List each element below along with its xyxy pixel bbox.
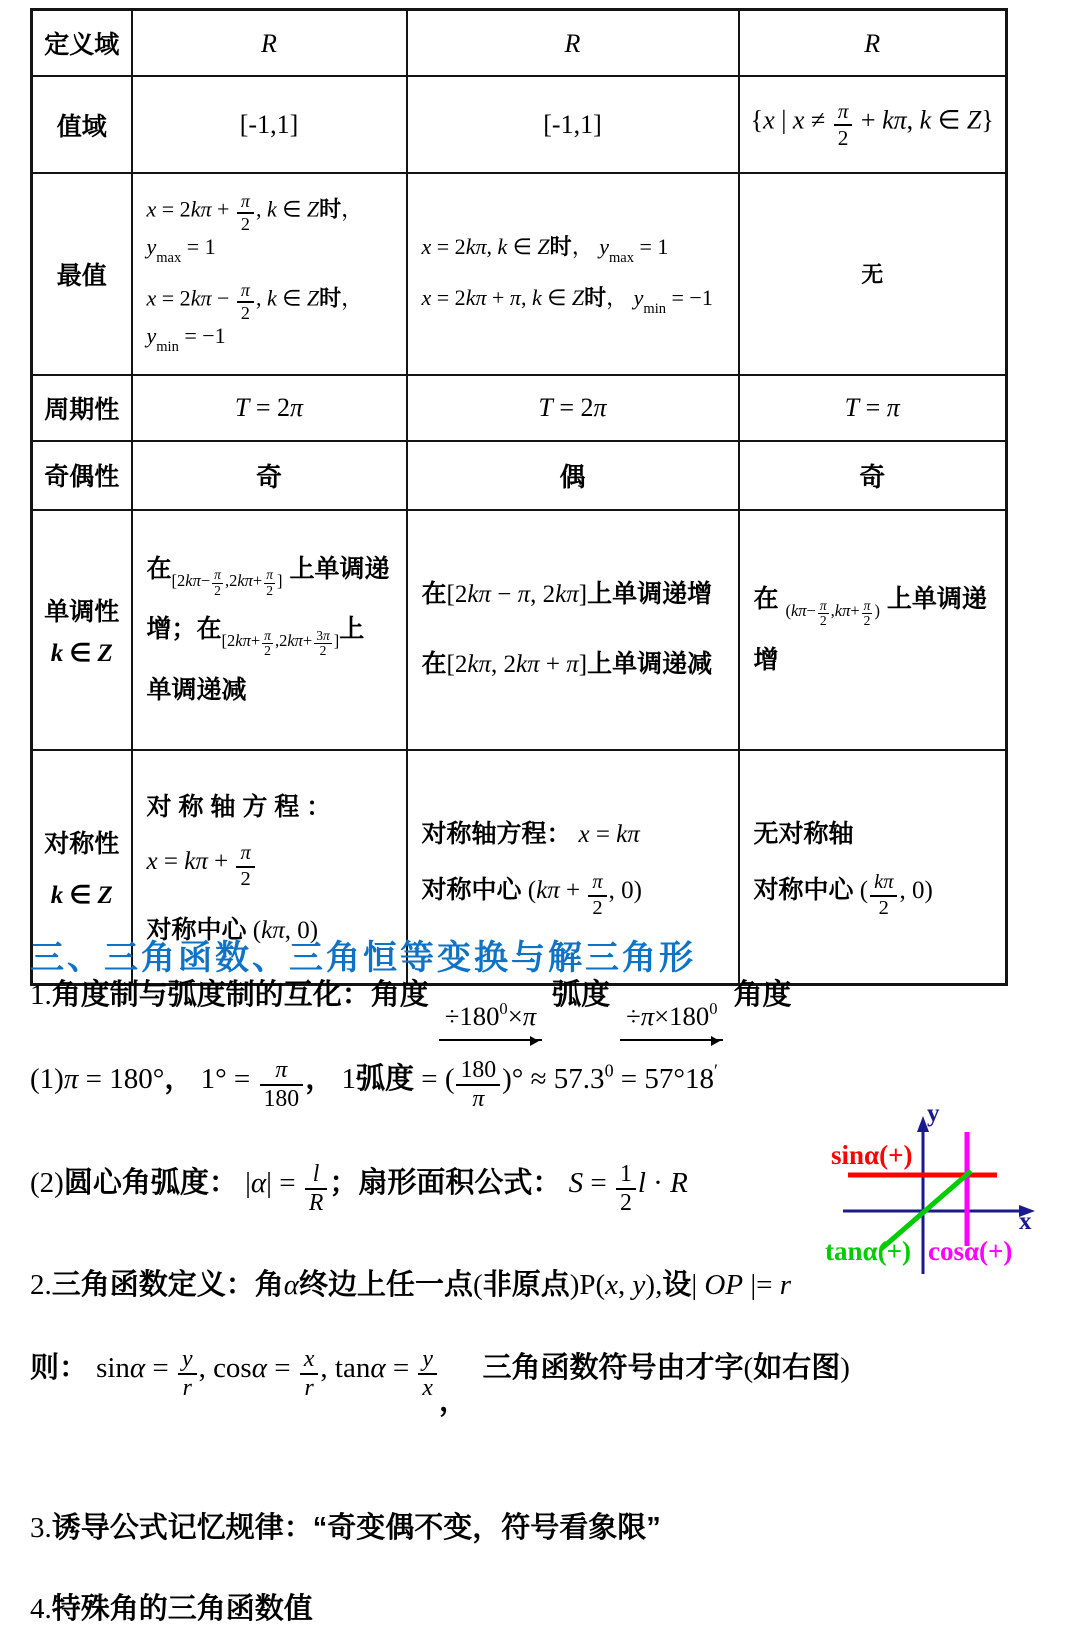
trig-definition-line: 2.三角函数定义：角α终边上任一点(非原点)P(x, y),设| OP |= r (30, 1269, 792, 1301)
fraction: $\frac{\pi}{2}$ (237, 281, 254, 323)
table-row (32, 76, 1007, 173)
table-cell (407, 10, 739, 77)
cell-line: [-1,1] (543, 110, 602, 139)
row-label-cell (32, 441, 132, 510)
cell-line: 在[2kπ, 2kπ + π]上单调递减 (421, 649, 713, 678)
cell-line: 奇偶性 (44, 463, 120, 492)
cell-line: [-1,1] (239, 110, 299, 139)
cell-line: 对称中心 ( $\frac{k\pi}{2}$ , 0) (753, 871, 933, 919)
fraction: $\frac{\pi}{2}$ (214, 567, 221, 598)
cell-line: 定义域 (44, 31, 120, 59)
table-cell (132, 441, 407, 510)
cell-line: 无对称轴 (753, 820, 854, 849)
conversion-arrow: $\div\pi\times 180^0$ (620, 1000, 723, 1041)
table-cell (407, 375, 739, 441)
table-cell (407, 510, 739, 750)
table-cell (407, 441, 739, 510)
cell-line: x = 2kπ, k ∈ Z时， $y_{max} = 1$ (421, 233, 669, 266)
fraction: $\frac{3\pi}{2}$ (316, 628, 330, 659)
table-cell (739, 375, 1007, 441)
trig-ratio-line: 则： sinα = $\frac{y}{r}$ , cosα = $\frac{x}{r}$ , tanα = $\frac{y}{x}$ ， 三角函数符号由才字(如右图) (30, 1346, 850, 1418)
cos-positive-label: cosα(+) (928, 1236, 1013, 1266)
table-cell (132, 10, 407, 77)
fraction: $\frac{1}{2}$ (616, 1162, 636, 1216)
fraction: $\frac{\pi}{2}$ (266, 567, 274, 598)
table-cell (132, 375, 407, 441)
table-cell (407, 173, 739, 375)
fraction: $\frac{y}{x}$ (418, 1347, 437, 1401)
y-axis-label: y (927, 1100, 940, 1127)
sin-positive-label: sinα(+) (831, 1140, 913, 1170)
cell-line: k ∈ Z (50, 639, 113, 667)
cell-line: R (864, 28, 881, 58)
cell-line: 周期性 (44, 395, 120, 424)
row-label-cell (32, 510, 132, 750)
cell-line: T = π (844, 393, 900, 423)
row-label-cell (32, 375, 132, 441)
cell-line: 无 (861, 262, 884, 288)
table-cell (739, 76, 1007, 173)
cell-line: x = 2kπ + π, k ∈ Z时， $y_{min} = -1$ (421, 284, 713, 317)
cell-line: x = kπ + $\frac{\pi}{2}$ (147, 843, 396, 890)
table-cell (739, 510, 1007, 750)
degree-radian-conversion-line: 1.角度制与弧度制的互化：角度 $\div 180^0\times\pi$ 弧度 $\div\pi\times 180^0$ 角度 (30, 972, 791, 1041)
cell-line: 在$_{[2k\pi- \frac{\pi}{2} ,2k\pi+ \frac{\pi}{2} ]}$ 上单调递增；在$_{[2k\pi+ \frac{\pi}{2} ,2k\pi+ \frac{3\pi}{2} ]}$上 单调递减 (146, 554, 390, 705)
cell-line: 对 称 轴 方 程 ： (146, 793, 332, 822)
cell-line: 值域 (56, 112, 107, 141)
tan-positive-label: tanα(+) (825, 1236, 911, 1266)
cell-line: x = 2kπ + $\frac{\pi}{2}$ , k ∈ Z时， $y_{max} = 1$ (146, 191, 364, 266)
cell-line: 偶 (559, 461, 586, 492)
fraction: $\frac{l}{R}$ (305, 1162, 328, 1216)
fraction: $\frac{x}{r}$ (300, 1347, 319, 1401)
cell-line: {x | x ≠ $\frac{\pi}{2}$ + kπ, k ∈ Z} (750, 99, 994, 150)
cell-line: 对称中心 (kπ + $\frac{\pi}{2}$ , 0) (421, 871, 642, 919)
cell-line: R (564, 28, 581, 58)
cell-line: 单调性 (44, 597, 120, 626)
cell-line: 对称中心 (kπ, 0) (146, 916, 319, 945)
cell-line: 最值 (56, 261, 107, 290)
fraction: $\frac{\pi}{2}$ (819, 597, 827, 629)
cell-line: 在[2kπ − π, 2kπ]上单调递增 (421, 579, 713, 608)
x-axis-label: x (1019, 1208, 1032, 1235)
table-row (32, 510, 1007, 750)
cell-line: 在 $_{(k\pi- \frac{\pi}{2} ,k\pi+ \frac{\pi}{2} )}$ 上单调递增 (753, 584, 987, 674)
cell-line: x = 2kπ − $\frac{\pi}{2}$ , k ∈ Z时， $y_{min} = -1$ (146, 279, 364, 355)
table-cell (739, 441, 1007, 510)
fraction: $\frac{\pi}{180}$ (260, 1058, 304, 1112)
cell-line: 奇 (255, 461, 282, 492)
row-label-cell (32, 10, 132, 77)
quadrant-sign-diagram (795, 1088, 1050, 1288)
trig-properties-table-body (32, 10, 1007, 985)
cell-line: 对称性 (44, 829, 120, 858)
induction-rule-line: 3.诱导公式记忆规律：“奇变偶不变，符号看象限” (30, 1512, 661, 1544)
trig-properties-table (30, 8, 1008, 986)
fraction: $\frac{k\pi}{2}$ (870, 872, 897, 919)
fraction: $\frac{\pi}{2}$ (236, 843, 254, 890)
table-cell (407, 76, 739, 173)
section-heading: 三、三角函数、三角恒等变换与解三角形 (30, 939, 696, 977)
row-label-cell (32, 173, 132, 375)
table-cell (132, 173, 407, 375)
cell-line: 对称轴方程： x = kπ (421, 820, 640, 849)
cell-line: R (261, 28, 277, 58)
cell-line: k ∈ Z (50, 881, 113, 909)
fraction: $\frac{\pi}{2}$ (834, 100, 853, 149)
fraction: $\frac{\pi}{2}$ (237, 192, 254, 234)
row-label-cell (32, 76, 132, 173)
arrow-shaft (439, 1031, 542, 1041)
fraction: $\frac{\pi}{2}$ (264, 628, 271, 659)
fraction: $\frac{\pi}{2}$ (588, 872, 606, 919)
table-row (32, 173, 1007, 375)
table-row (32, 375, 1007, 441)
table-row (32, 10, 1007, 77)
table-cell (739, 750, 1007, 985)
cell-line: T = 2π (234, 393, 304, 423)
fraction: $\frac{\pi}{2}$ (863, 597, 871, 629)
table-cell (739, 10, 1007, 77)
arrow-shaft (620, 1031, 723, 1041)
conversion-arrow: $\div 180^0\times\pi$ (439, 1000, 542, 1041)
table-cell (132, 510, 407, 750)
cell-line: T = 2π (538, 393, 607, 423)
special-angles-line: 4.特殊角的三角函数值 (30, 1593, 313, 1625)
arc-sector-formula-line: (2)圆心角弧度： |α| = $\frac{l}{R}$ ；扇形面积公式： S = $\frac{1}{2}$ l · R (30, 1161, 688, 1216)
radian-value-line: (1)π = 180°， 1° = $\frac{\pi}{180}$ ， 1弧度 = ( $\frac{180}{\pi}$ )° ≈ $57.3^0 = 57^\circ 18'$ (30, 1057, 718, 1112)
fraction: $\frac{y}{r}$ (178, 1347, 197, 1401)
table-cell (739, 173, 1007, 375)
cell-line: 奇 (859, 461, 886, 492)
table-row (32, 441, 1007, 510)
fraction: $\frac{180}{\pi}$ (456, 1058, 500, 1112)
table-cell (132, 76, 407, 173)
